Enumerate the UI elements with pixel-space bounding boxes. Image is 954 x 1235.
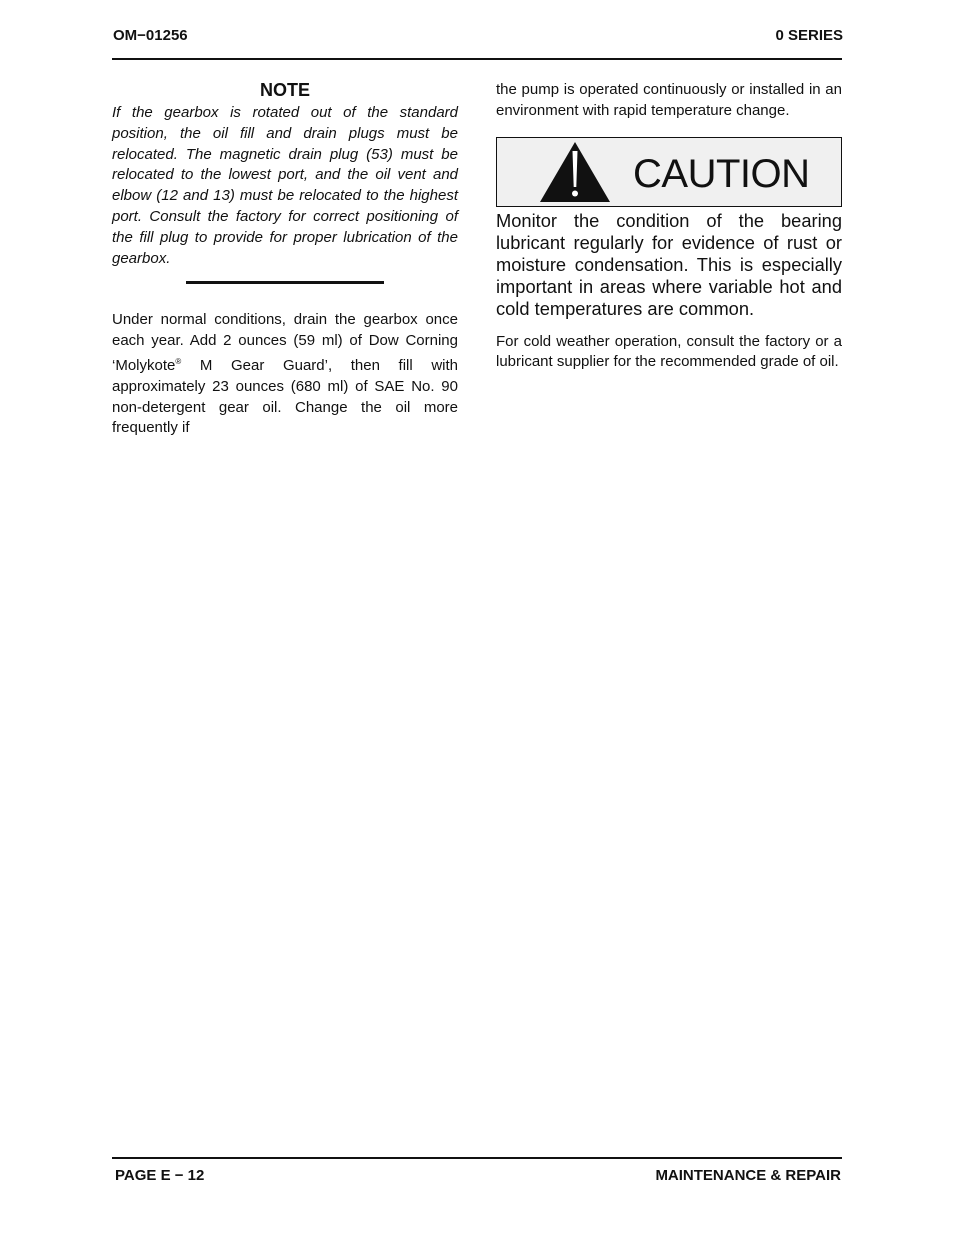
doc-number: OM−01256: [113, 27, 188, 44]
gearbox-paragraph-part1: Under normal conditions, drain the gearbox once each year. Add 2 ounces (59 ml) of Dow Corning ‘Molykote: [112, 311, 458, 374]
note-title: NOTE: [259, 80, 310, 100]
note-text: If the gearbox is rotated out of the standard position, the oil fill and drain plugs must be relocated. The magnetic drain plug (53) must be relocated to the lowest port, and the oil vent and elbow (12 and 13) must be relocated to the highest port. Consult the factory for correct positioning of the fill plug to provide for proper lubrication of the gearbox.: [112, 104, 458, 267]
note-divider: [186, 281, 384, 284]
gearbox-paragraph: [112, 310, 458, 439]
warning-triangle-icon: [539, 141, 611, 203]
cold-weather-paragraph: For cold weather operation, consult the factory or a lubricant supplier for the recommended grade of oil.: [496, 332, 842, 371]
gearbox-paragraph-continued: the pump is operated continuously or installed in an environment with rapid temperature change.: [496, 81, 842, 119]
caution-label: CAUTION: [633, 151, 810, 196]
gearbox-paragraph-part2: M Gear Guard’, then fill with approximately 23 ounces (680 ml) of SAE No. 90 non-detergent gear oil. Change the oil more frequently if: [112, 356, 458, 437]
left-column: [112, 80, 458, 439]
page-number: PAGE E − 12: [115, 1167, 205, 1184]
header-rule: [112, 58, 842, 60]
section-title: MAINTENANCE & REPAIR: [655, 1167, 841, 1184]
series-label: 0 SERIES: [775, 27, 843, 44]
right-column: [496, 80, 842, 373]
footer-rule: [112, 1157, 842, 1159]
registered-mark: ®: [175, 356, 182, 366]
caution-text: Monitor the condition of the bearing lubricant regularly for evidence of rust or moisture condensation. This is especially important in areas where variable hot and cold temperatures are common.: [496, 209, 842, 319]
caution-banner: [496, 137, 842, 207]
